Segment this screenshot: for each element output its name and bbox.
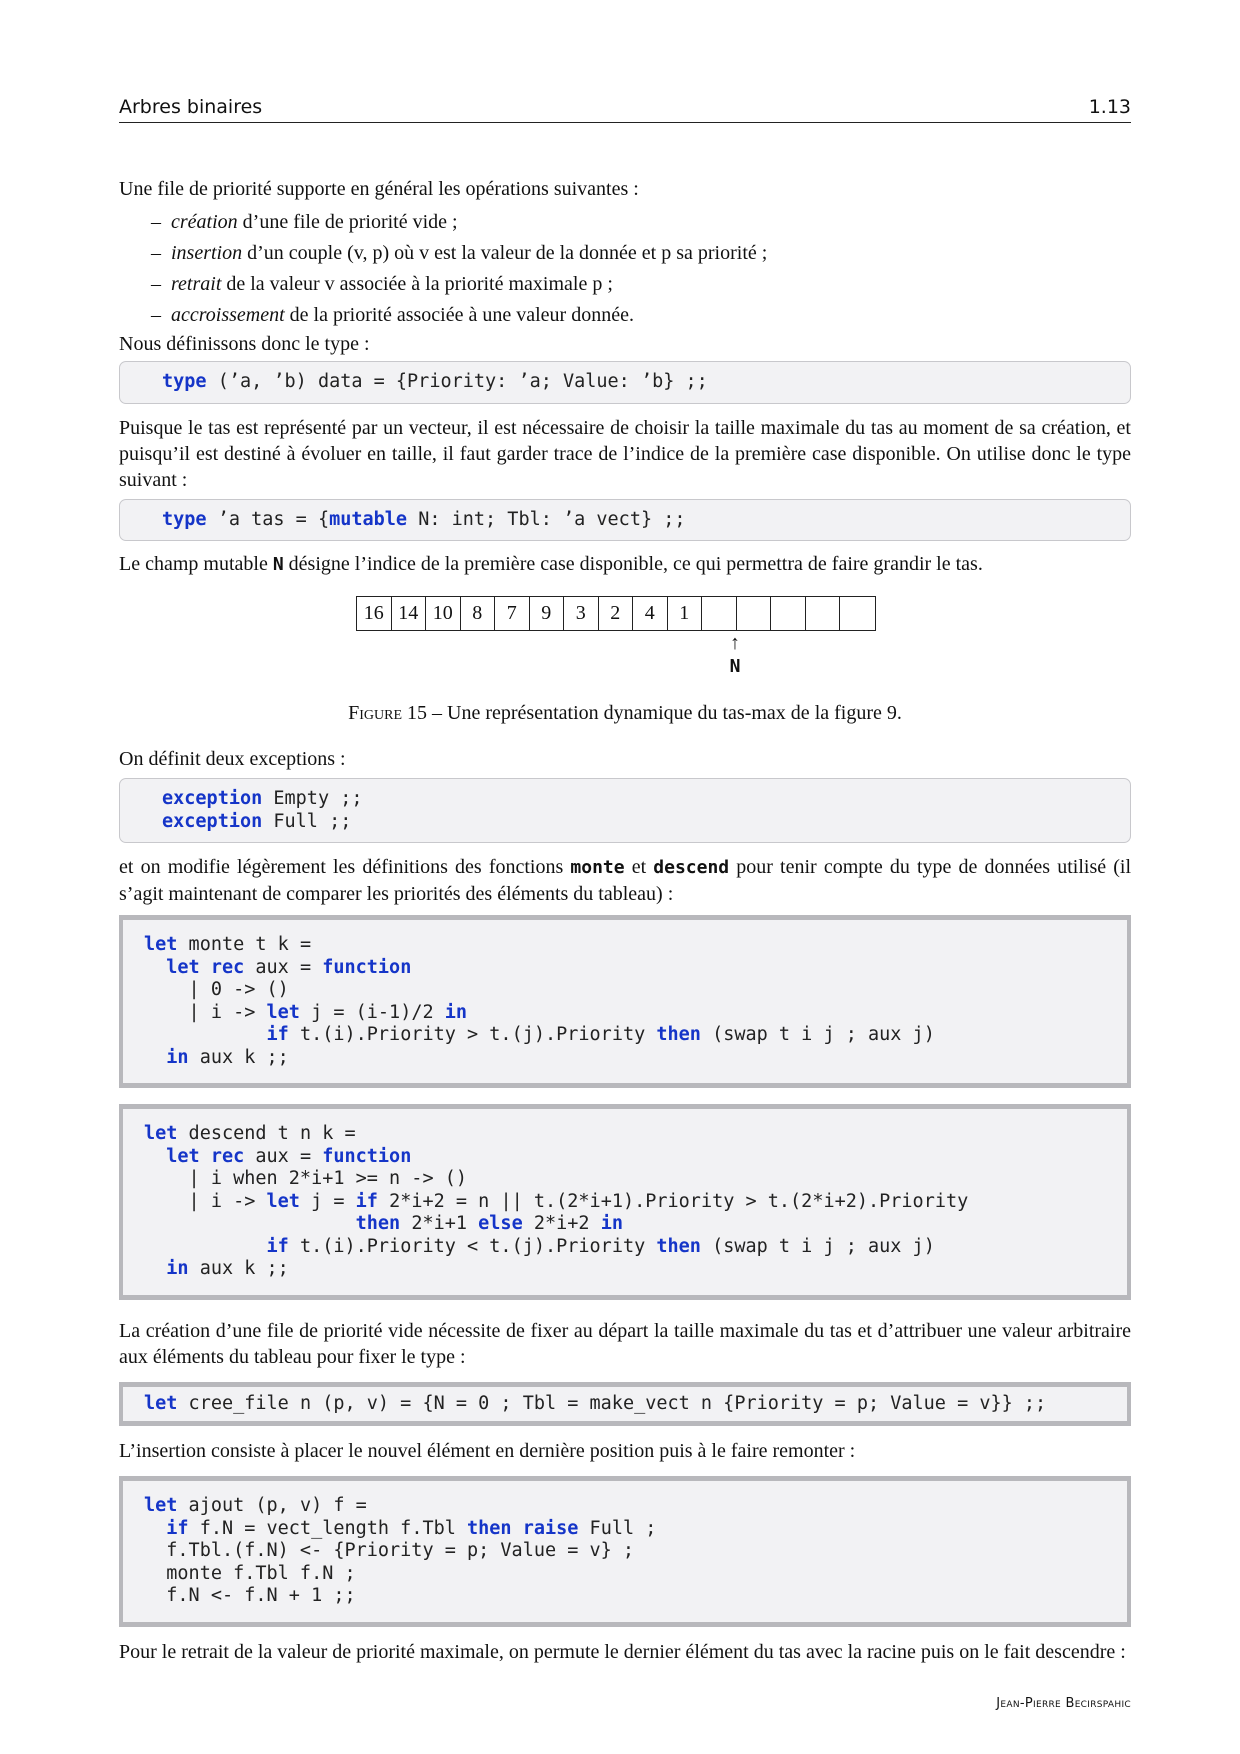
list-item: – création d’une file de priorité vide ;	[151, 211, 458, 233]
tas-paragraph: Puisque le tas est représenté par un vecteur, il est nécessaire de choisir la taille maximale du tas au moment de sa création, et puisqu’il est destiné à évoluer en taille, il faut garder trace de l’indice de la première case disponible. On utilise donc le type suivant :	[119, 416, 1131, 491]
heap-cell: 4	[633, 597, 668, 630]
exceptions-paragraph: On définit deux exceptions :	[119, 748, 346, 770]
list-item: – insertion d’un couple (v, p) où v est la valeur de la donnée et p sa priorité ;	[151, 242, 768, 264]
operations-list	[119, 207, 1131, 331]
list-item: – retrait de la valeur v associée à la priorité maximale p ;	[151, 273, 613, 295]
heap-cell	[771, 597, 806, 630]
heap-cell	[840, 597, 875, 630]
modif-paragraph: et on modifie légèrement les définitions des fonctions monte et descend pour tenir compte du type de données utilisé (il s’agit maintenant de comparer les priorités des éléments du tableau) :	[119, 856, 1132, 905]
heap-cell	[737, 597, 772, 630]
champ-paragraph: Le champ mutable N désigne l’indice de la première case disponible, ce qui permettra de faire grandir le tas.	[119, 553, 983, 575]
intro-paragraph: Une file de priorité supporte en général les opérations suivantes :	[119, 178, 639, 200]
page-number: 1.13	[1088, 96, 1131, 118]
code-block-cree-file: let cree_file n (p, v) = {N = 0 ; Tbl = make_vect n {Priority = p; Value = v}} ;;	[119, 1382, 1131, 1427]
code-block-descend: let descend t n k = let rec aux = function | i when 2*i+1 >= n -> () | i -> let j = if 2*i+2 = n || t.(2*i+1).Priority > t.(2*i+2).Priority then 2*i+1 else 2*i+2 in if t.(i).Priority < t.(j).Priority then (swap t i j ; aux j) in aux k ;;	[119, 1104, 1131, 1300]
arrow-up-icon: ↑	[730, 632, 740, 654]
heap-cell: 10	[426, 597, 461, 630]
heap-cell: 9	[530, 597, 565, 630]
insertion-paragraph: L’insertion consiste à placer le nouvel élément en dernière position puis à le faire remonter :	[119, 1440, 856, 1462]
heap-cell: 16	[357, 597, 392, 630]
code-block-tas-type: type ’a tas = {mutable N: int; Tbl: ’a vect} ;;	[119, 499, 1131, 542]
list-item: – accroissement de la priorité associée à une valeur donnée.	[151, 304, 634, 326]
define-paragraph: Nous définissons donc le type :	[119, 333, 370, 355]
page-header	[119, 96, 1131, 123]
heap-cell: 14	[392, 597, 427, 630]
code-block-ajout: let ajout (p, v) f = if f.N = vect_length f.Tbl then raise Full ; f.Tbl.(f.N) <- {Priority = p; Value = v} ; monte f.Tbl f.N ; f.N <- f.N + 1 ;;	[119, 1476, 1131, 1627]
retrait-paragraph: Pour le retrait de la valeur de priorité maximale, on permute le dernier élément du tas avec la racine puis on le fait descendre :	[119, 1640, 1126, 1663]
heap-cell: 1	[668, 597, 703, 630]
main-content	[119, 176, 1131, 1665]
creation-paragraph: La création d’une file de priorité vide nécessite de fixer au départ la taille maximale du tas et d’attribuer une valeur arbitraire aux éléments du tableau pour fixer le type :	[119, 1319, 1131, 1368]
heap-cell: 8	[461, 597, 496, 630]
code-block-data-type: type (’a, ’b) data = {Priority: ’a; Value: ’b} ;;	[119, 361, 1131, 404]
code-block-exceptions: exception Empty ;; exception Full ;;	[119, 778, 1131, 843]
heap-cell: 2	[599, 597, 634, 630]
heap-array	[356, 596, 876, 631]
pointer-label: N	[729, 656, 741, 677]
author-footer: Jean-Pierre Becirspahic	[996, 1696, 1131, 1711]
heap-cell: 7	[495, 597, 530, 630]
heap-figure	[119, 596, 1131, 746]
heap-cell: 3	[564, 597, 599, 630]
code-block-monte: let monte t k = let rec aux = function | 0 -> () | i -> let j = (i-1)/2 in if t.(i).Priority > t.(j).Priority then (swap t i j ; aux j) in aux k ;;	[119, 915, 1131, 1088]
section-title: Arbres binaires	[119, 96, 263, 118]
heap-cell	[702, 597, 737, 630]
heap-cell	[806, 597, 841, 630]
figure-caption: Figure 15 – Une représentation dynamique du tas-max de la figure 9.	[348, 702, 902, 724]
